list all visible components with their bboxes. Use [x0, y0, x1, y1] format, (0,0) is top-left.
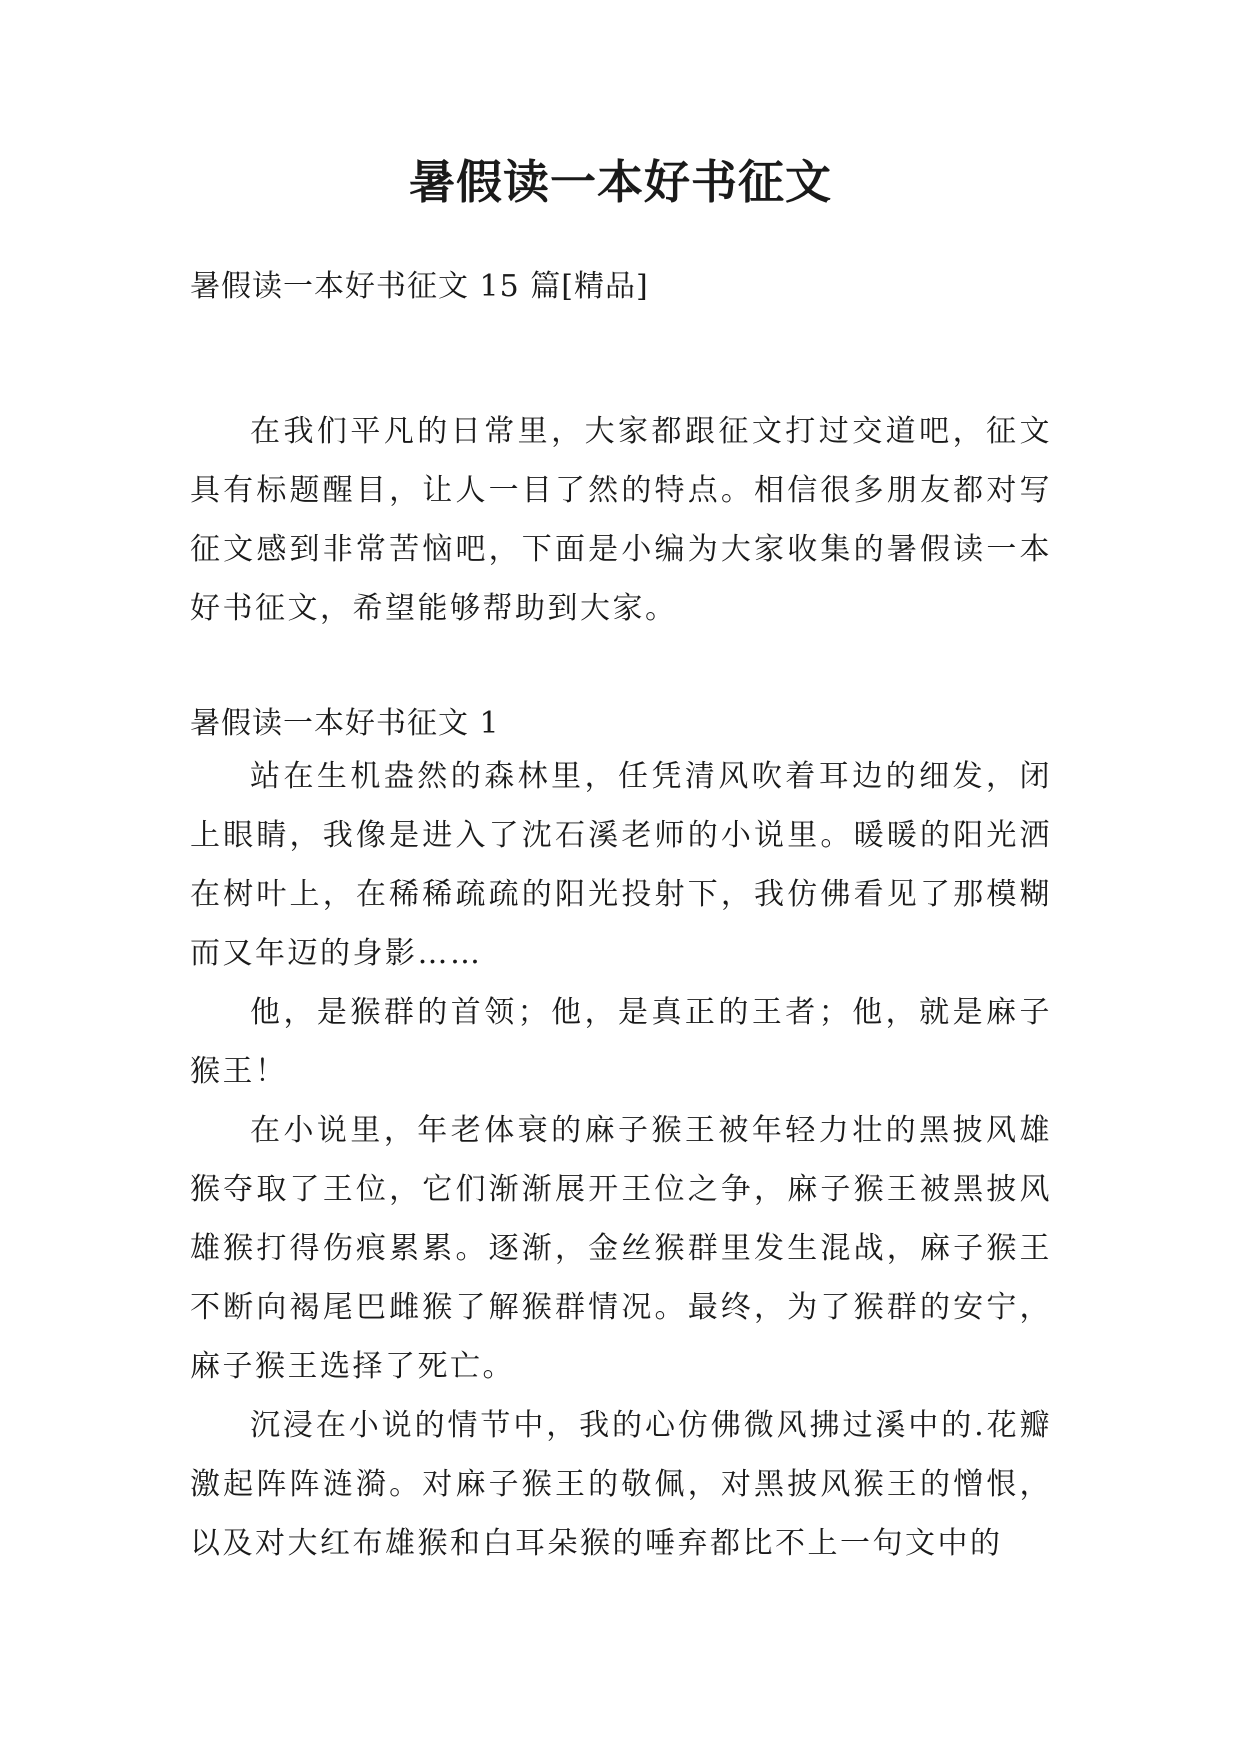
- body-paragraph: 他，是猴群的首领；他，是真正的王者；他，就是麻子猴王！: [190, 995, 1052, 1089]
- intro-block: [190, 402, 1052, 638]
- section-heading: 暑假读一本好书征文 1: [190, 706, 500, 741]
- body-paragraph: 沉浸在小说的情节中，我的心仿佛微风拂过溪中的.花瓣激起阵阵涟漪。对麻子猴王的敬佩，对黑披风猴王的憎恨，以及对大红布雄猴和白耳朵猴的唾弃都比不上一句文中的: [190, 1408, 1052, 1561]
- body-paragraph: 站在生机盎然的森林里，任凭清风吹着耳边的细发，闭上眼睛，我像是进入了沈石溪老师的小说里。暖暖的阳光洒在树叶上，在稀稀疏疏的阳光投射下，我仿佛看见了那模糊而又年迈的身影……: [190, 759, 1052, 971]
- document-subtitle: 暑假读一本好书征文 15 篇[精品]: [190, 269, 649, 304]
- body-paragraph: 在小说里，年老体衰的麻子猴王被年轻力壮的黑披风雄猴夺取了王位，它们渐渐展开王位之争，麻子猴王被黑披风雄猴打得伤痕累累。逐渐，金丝猴群里发生混战，麻子猴王不断向褐尾巴雌猴了解猴群情况。最终，为了猴群的安宁，麻子猴王选择了死亡。: [190, 1113, 1052, 1384]
- article-body: [190, 747, 1052, 1573]
- intro-paragraph: 在我们平凡的日常里，大家都跟征文打过交道吧，征文具有标题醒目，让人一目了然的特点。相信很多朋友都对写征文感到非常苦恼吧，下面是小编为大家收集的暑假读一本好书征文，希望能够帮助到大家。: [190, 414, 1052, 626]
- document-title: 暑假读一本好书征文: [409, 155, 832, 209]
